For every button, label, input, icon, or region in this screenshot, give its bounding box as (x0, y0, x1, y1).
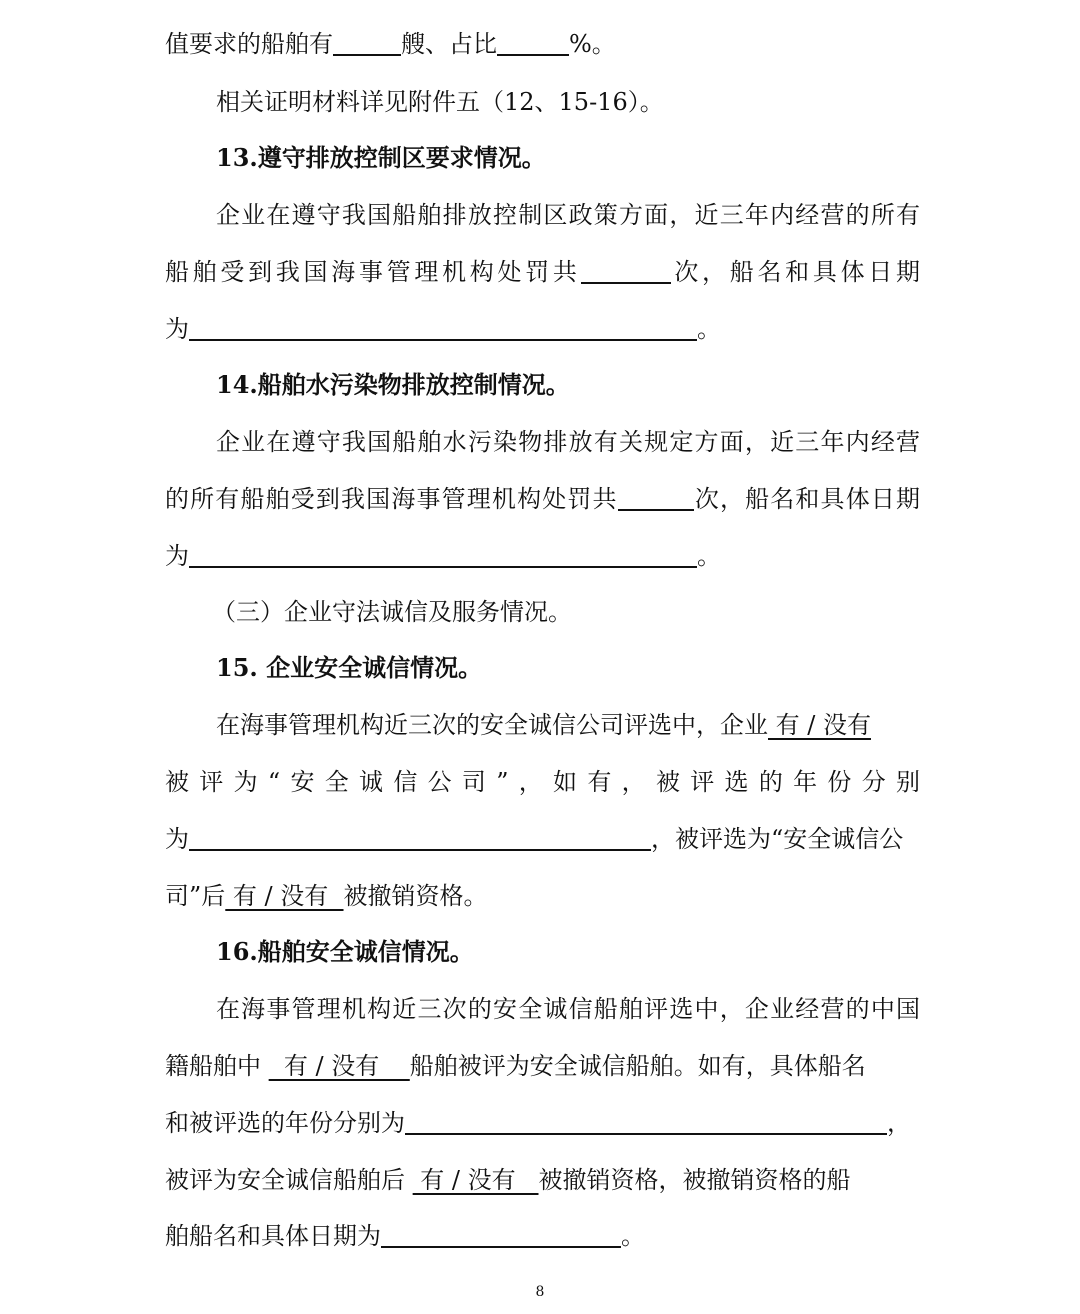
text: 籍船舶中 (165, 1052, 269, 1080)
text-line (165, 256, 920, 288)
text-line (165, 1107, 920, 1139)
text: 在海事管理机构近三次的安全诚信公司评选中，企业 (216, 711, 768, 739)
blank-line (581, 256, 671, 284)
text: 被撤销资格，被撤销资格的船 (538, 1166, 851, 1194)
text-line (165, 823, 920, 855)
blank-line (333, 28, 401, 56)
blank-line (405, 1107, 887, 1135)
text: 船舶受到我国海事管理机构处罚共 (165, 258, 581, 286)
text: ，被评选为“安全诚信公 (651, 825, 904, 853)
text: 司”后 (165, 882, 226, 910)
text: 。 (697, 315, 721, 343)
text-line: 在海事管理机构近三次的安全诚信船舶评选中，企业经营的中国 (216, 995, 920, 1023)
section-heading-16: 16.船舶安全诚信情况。 (216, 937, 474, 966)
blank-line (381, 1220, 621, 1248)
text: 。 (621, 1222, 645, 1250)
blank-line (618, 483, 694, 511)
text-line (165, 880, 920, 912)
text-line (165, 1164, 920, 1196)
text: 为 (165, 542, 189, 570)
text-line: 被评为“安全诚信公司”，如有，被评选的年份分别 (165, 768, 920, 796)
filled-option: 有 / 没有 (268, 1052, 410, 1080)
text: 被撤销资格。 (343, 882, 488, 910)
text: 为 (165, 825, 189, 853)
text-line (165, 1220, 920, 1252)
text: 艘、占比 (401, 30, 497, 58)
section-heading-13: 13.遵守排放控制区要求情况。 (216, 143, 546, 172)
text: 值要求的船舶有 (165, 30, 333, 58)
text: 舶船名和具体日期为 (165, 1222, 381, 1250)
text-line (165, 1050, 920, 1082)
filled-option: 有 / 没有 (768, 711, 871, 739)
text-line (165, 28, 920, 60)
text: 被评为安全诚信船舶后 (165, 1166, 413, 1194)
text: 次，船名和具体日期 (670, 258, 920, 286)
text-line: 企业在遵守我国船舶水污染物排放有关规定方面，近三年内经营 (216, 428, 920, 456)
section-heading-15: 15. 企业安全诚信情况。 (216, 653, 483, 682)
text-line (165, 540, 920, 572)
text-line: 企业在遵守我国船舶排放控制区政策方面，近三年内经营的所有 (216, 201, 920, 229)
filled-option: 有 / 没有 (225, 882, 344, 910)
text: 为 (165, 315, 189, 343)
filled-option: 有 / 没有 (412, 1166, 539, 1194)
text-line: 相关证明材料详见附件五（12、15-16）。 (216, 88, 664, 116)
blank-line (189, 540, 697, 568)
text-line (165, 483, 920, 515)
text-line (216, 709, 920, 741)
text: 次，船名和具体日期 (693, 485, 921, 513)
text: 和被评选的年份分别为 (165, 1109, 405, 1137)
section-title-3: （三）企业守法诚信及服务情况。 (212, 598, 572, 626)
page-number: 8 (535, 1284, 545, 1300)
section-heading-14: 14.船舶水污染物排放控制情况。 (216, 370, 570, 399)
blank-line (189, 313, 697, 341)
text-line (165, 313, 920, 345)
text: 。 (697, 542, 721, 570)
text: %。 (569, 30, 616, 58)
blank-line (189, 823, 651, 851)
text: ， (887, 1109, 911, 1137)
blank-line (497, 28, 569, 56)
text: 的所有船舶受到我国海事管理机构处罚共 (165, 485, 618, 513)
text: 船舶被评为安全诚信船舶。如有，具体船名 (409, 1052, 866, 1080)
